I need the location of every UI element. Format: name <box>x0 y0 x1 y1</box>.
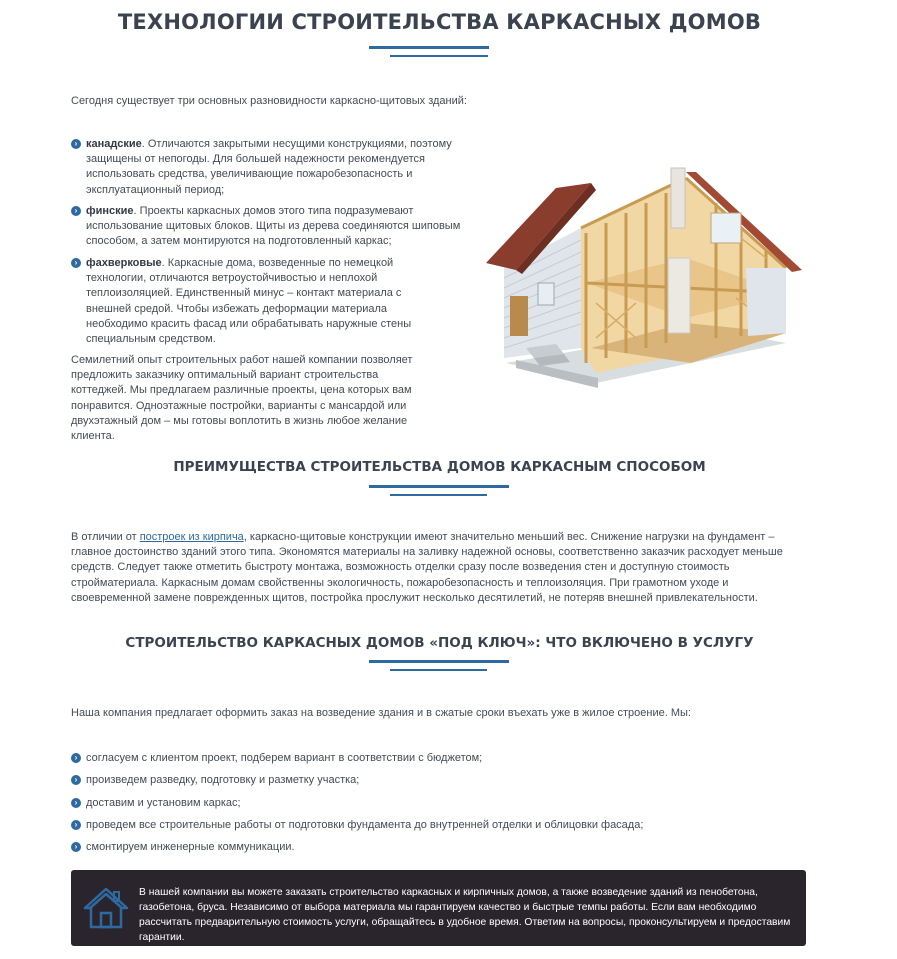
list-item-fachwerk <box>71 256 446 347</box>
turnkey-heading: СТРОИТЕЛЬСТВО КАРКАСНЫХ ДОМОВ «ПОД КЛЮЧ»: ЧТО ВКЛЮЧЕНО В УСЛУГУ <box>125 635 754 651</box>
type-name: фахверковые <box>86 257 162 269</box>
type-text: . Отличаются закрытыми несущими конструкциями, поэтому защищены от непогоды. Для большей надежности рекомендуется использовать средства, увеличивающие пожаробезопасность и эксплуатационный период; <box>86 138 452 196</box>
advantages-text <box>71 530 806 606</box>
list-item <box>71 818 806 833</box>
advantages-underline-secondary <box>390 494 487 496</box>
chevron-right-icon: › <box>71 258 81 268</box>
turnkey-underline-secondary <box>390 669 487 671</box>
brick-buildings-link[interactable]: построек из кирпича <box>139 531 244 543</box>
advantages-text-start: В отличии от <box>71 531 140 543</box>
experience-text: Семилетний опыт строительных работ нашей компании позволяет предложить заказчику оптимальный вариант строительства коттеджей. Мы предлагаем различные проекты, цена которых вам понравится. Одноэтажные постройки, варианты с мансардой или двухэтажный дом – мы готовы воплотить в жизнь любое желание клиента. <box>71 354 413 443</box>
list-item-finnish <box>71 204 466 250</box>
turnkey-intro: Наша компания предлагает оформить заказ на возведение здания и в сжатые сроки въехать уже в жилое строение. Мы: <box>71 707 691 719</box>
advantages-underline <box>369 485 509 488</box>
list-item <box>71 751 806 766</box>
list-item <box>71 796 806 811</box>
advantages-text-rest: , каркасно-щитовые конструкции имеют значительно меньший вес. Снижение нагрузки на фундамент – главное достоинство зданий этого типа. Экономятся материалы на заливку надежной основы, соответственно заказчик расходует меньше средств. Следует также отметить быстроту монтажа, возможность отделки сразу после возведения стен и доступную стоимость стройматериала. Каркасным домам свойственны экологичность, пожаробезопасность и теплоизоляция. При грамотном уходе и своевременной замене поврежденных щитов, постройка прослужит несколько десятилетий, не потеряв внешней привлекательности. <box>71 531 783 604</box>
turnkey-underline <box>369 660 509 663</box>
list-item-text: проведем все строительные работы от подготовки фундамента до внутренней отделки и облицовки фасада; <box>86 819 644 831</box>
intro-text: Сегодня существует три основных разновидности каркасно-щитовых зданий: <box>71 95 467 107</box>
list-item-text: смонтируем инженерные коммуникации. <box>86 841 295 853</box>
type-name: финские <box>86 205 134 217</box>
chevron-right-icon: › <box>71 206 81 216</box>
list-item-text: доставим и установим каркас; <box>86 797 241 809</box>
chevron-right-icon: › <box>71 798 81 808</box>
page-title: ТЕХНОЛОГИИ СТРОИТЕЛЬСТВА КАРКАСНЫХ ДОМОВ <box>117 10 762 34</box>
type-text: . Каркасные дома, возведенные по немецкой технологии, отличаются ветроустойчивостью и неплохой теплоизоляцией. Единственный минус – контакт материала с внешней средой. Чтобы избежать деформации материала необходимо красить фасад или обрабатывать наружные стены специальным средством. <box>86 257 412 346</box>
list-item-canadian <box>71 137 466 198</box>
title-underline <box>369 46 489 49</box>
banner-text: В нашей компании вы можете заказать строительство каркасных и кирпичных домов, а также возведение зданий из пенобетона, газобетона, бруса. Независимо от выбора материала мы гарантируем качество и быстрые темпы работы. Если вам необходимо рассчитать предварительную стоимость услуги, обращайтесь в удобное время. Ответим на вопросы, проконсультируем и предоставим гарантии. <box>139 887 791 943</box>
chevron-right-icon: › <box>71 775 81 785</box>
list-item <box>71 840 806 855</box>
chevron-right-icon: › <box>71 753 81 763</box>
title-underline-secondary <box>390 55 488 57</box>
info-banner <box>71 870 806 946</box>
list-item-text: согласуем с клиентом проект, подберем вариант в соответствии с бюджетом; <box>86 752 483 764</box>
list-item-text: произведем разведку, подготовку и разметку участка; <box>86 774 360 786</box>
house-icon <box>83 886 129 930</box>
frame-house-image <box>486 158 802 394</box>
type-text: . Проекты каркасных домов этого типа подразумевают использование щитовых блоков. Щиты из дерева соединяются шиповым способом, а затем монтируются на подготовленный каркас; <box>86 205 461 248</box>
chevron-right-icon: › <box>71 820 81 830</box>
chevron-right-icon: › <box>71 842 81 852</box>
type-name: канадские <box>86 138 142 150</box>
list-item <box>71 773 806 788</box>
advantages-heading: ПРЕИМУЩЕСТВА СТРОИТЕЛЬСТВА ДОМОВ КАРКАСНЫМ СПОСОБОМ <box>173 459 706 475</box>
chevron-right-icon: › <box>71 139 81 149</box>
